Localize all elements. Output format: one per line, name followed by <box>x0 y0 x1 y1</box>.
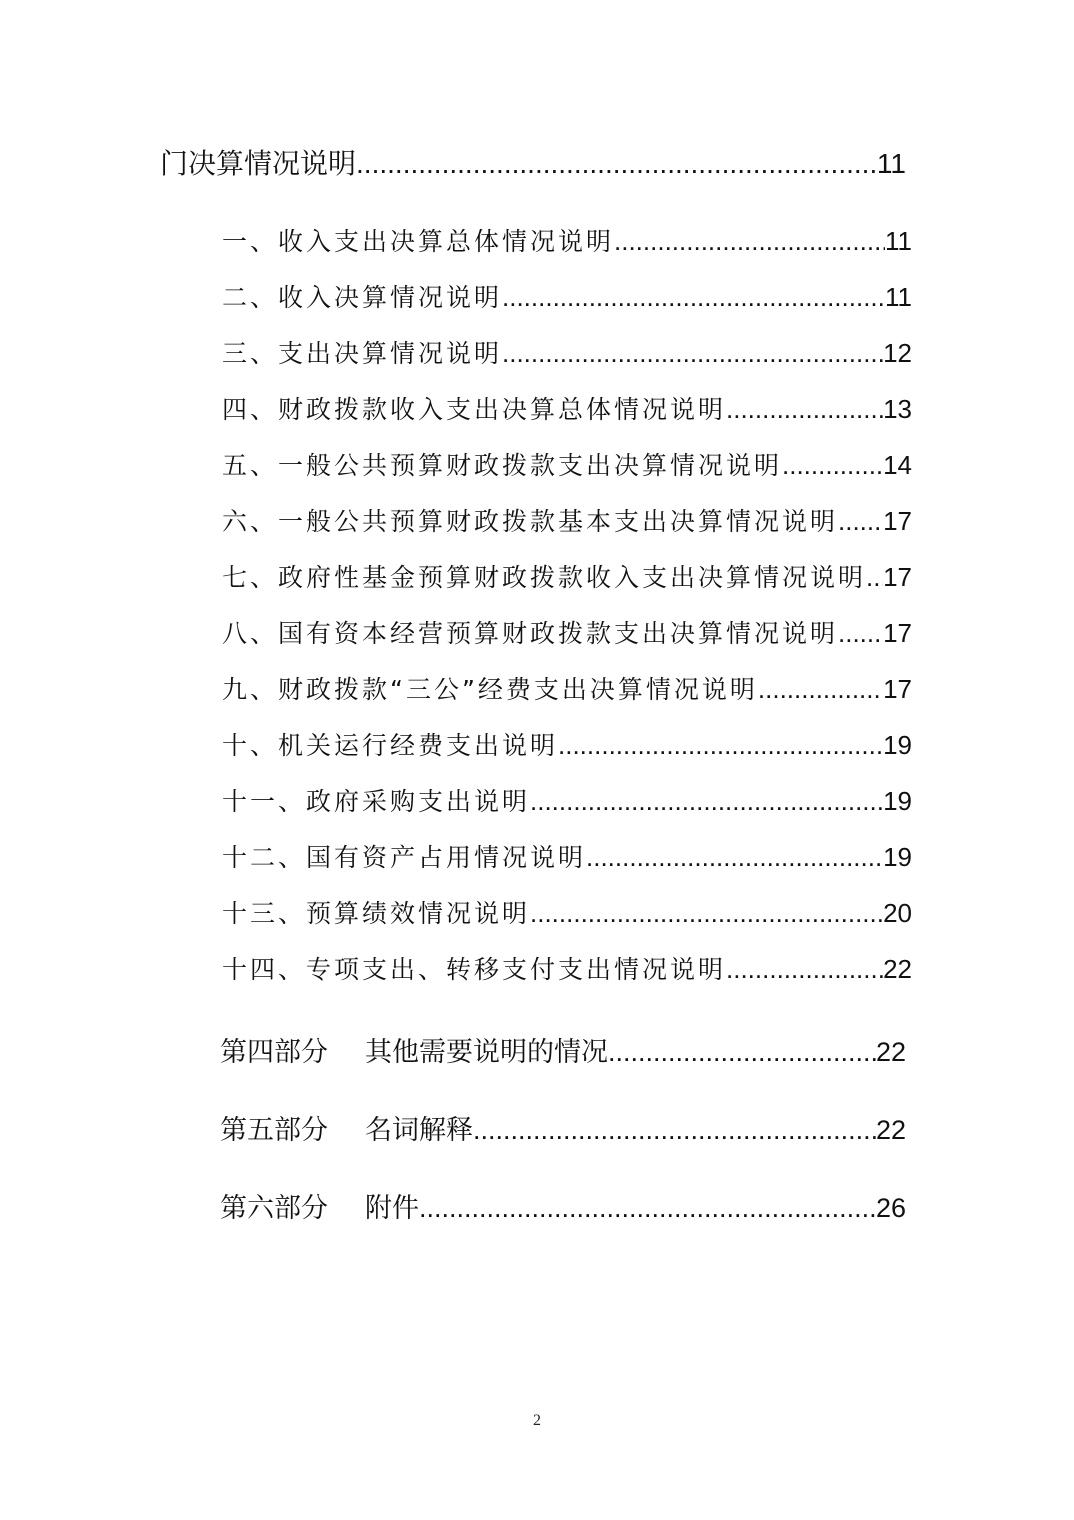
toc-entry-title: 三、支出决算情况说明 <box>222 339 503 368</box>
toc-entry-title: 十一、政府采购支出说明 <box>222 787 531 816</box>
toc-section-entry[interactable] <box>222 222 912 258</box>
toc-section-entry[interactable] <box>222 726 912 762</box>
toc-section-entry[interactable] <box>222 446 912 482</box>
toc-part-entry[interactable] <box>220 1030 906 1069</box>
toc-leader-dots <box>530 898 883 929</box>
toc-part-label: 第六部分 <box>220 1193 328 1224</box>
toc-entry-title: 名词解释 <box>365 1115 473 1146</box>
toc-leader-dots <box>614 226 885 257</box>
toc-entry-title: 十、机关运行经费支出说明 <box>222 731 559 760</box>
toc-entry-title: 附件 <box>365 1193 419 1224</box>
toc-section-entry[interactable] <box>222 838 912 874</box>
toc-leader-dots <box>608 1037 876 1068</box>
toc-leader-dots <box>866 562 883 593</box>
toc-leader-dots <box>473 1115 876 1146</box>
toc-entry-page: 17 <box>883 618 912 648</box>
toc-leader-dots <box>356 148 877 180</box>
toc-leader-dots <box>502 282 885 313</box>
toc-part-entry[interactable] <box>220 1108 906 1147</box>
toc-section-entry[interactable] <box>222 894 912 930</box>
toc-entry-title: 九、财政拨款“三公”经费支出决算情况说明 <box>222 675 758 704</box>
toc-entry-title: 门决算情况说明 <box>160 147 357 180</box>
toc-entry-title: 七、政府性基金预算财政拨款收入支出决算情况说明 <box>222 563 867 592</box>
toc-entry-page: 17 <box>883 562 912 592</box>
toc-leader-dots <box>838 618 883 649</box>
toc-entry-heading <box>220 1108 473 1147</box>
toc-entry-title: 六、一般公共预算财政拨款基本支出决算情况说明 <box>222 507 839 536</box>
toc-heading-entry[interactable] <box>160 142 906 182</box>
toc-section-entry[interactable] <box>222 390 912 426</box>
toc-entry-title: 四、财政拨款收入支出决算总体情况说明 <box>222 395 727 424</box>
toc-entry-page: 11 <box>876 148 906 179</box>
toc-section-entry[interactable] <box>222 950 912 986</box>
toc-entry-page: 22 <box>875 1037 906 1067</box>
toc-entry-page: 14 <box>883 450 912 480</box>
toc-leader-dots <box>530 786 883 817</box>
toc-leader-dots <box>726 394 883 425</box>
toc-entry-title: 八、国有资本经营预算财政拨款支出决算情况说明 <box>222 619 839 648</box>
toc-entry-page: 26 <box>875 1193 906 1223</box>
toc-entry-title: 五、一般公共预算财政拨款支出决算情况说明 <box>222 451 783 480</box>
toc-leader-dots <box>419 1193 876 1224</box>
toc-entry-title: 十四、专项支出、转移支付支出情况说明 <box>222 955 727 984</box>
toc-entry-title: 十三、预算绩效情况说明 <box>222 899 531 928</box>
toc-entry-page: 19 <box>883 786 912 816</box>
toc-leader-dots <box>726 954 883 985</box>
toc-part-entry[interactable] <box>220 1186 906 1225</box>
toc-entry-title: 二、收入决算情况说明 <box>222 283 503 312</box>
toc-entry-page: 12 <box>883 338 912 368</box>
toc-entry-page: 17 <box>883 674 912 704</box>
toc-leader-dots <box>758 674 883 705</box>
toc-leader-dots <box>838 506 883 537</box>
toc-entry-title: 其他需要说明的情况 <box>365 1037 608 1068</box>
toc-section-entry[interactable] <box>222 502 912 538</box>
toc-section-entry[interactable] <box>222 614 912 650</box>
toc-entry-page: 19 <box>883 730 912 760</box>
toc-leader-dots <box>502 338 883 369</box>
toc-entry-page: 11 <box>885 226 912 256</box>
toc-entry-page: 13 <box>883 394 912 424</box>
toc-leader-dots <box>782 450 883 481</box>
toc-entry-heading <box>220 1186 419 1225</box>
toc-entry-page: 11 <box>885 282 912 312</box>
toc-entry-title: 一、收入支出决算总体情况说明 <box>222 227 615 256</box>
toc-section-entry[interactable] <box>222 334 912 370</box>
toc-part-label: 第四部分 <box>220 1037 328 1068</box>
toc-entry-page: 22 <box>883 954 912 984</box>
toc-entry-page: 19 <box>883 842 912 872</box>
toc-entry-page: 17 <box>883 506 912 536</box>
toc-leader-dots <box>586 842 883 873</box>
toc-section-entry[interactable] <box>222 670 912 706</box>
toc-section-entry[interactable] <box>222 782 912 818</box>
toc-entry-page: 20 <box>883 898 912 928</box>
toc-section-entry[interactable] <box>222 278 912 314</box>
toc-section-entry[interactable] <box>222 558 912 594</box>
toc-part-label: 第五部分 <box>220 1115 328 1146</box>
toc-entry-heading <box>220 1030 608 1069</box>
toc-leader-dots <box>558 730 883 761</box>
toc-entry-title: 十二、国有资产占用情况说明 <box>222 843 587 872</box>
page-number: 2 <box>533 1412 541 1429</box>
toc-entry-page: 22 <box>875 1115 906 1145</box>
